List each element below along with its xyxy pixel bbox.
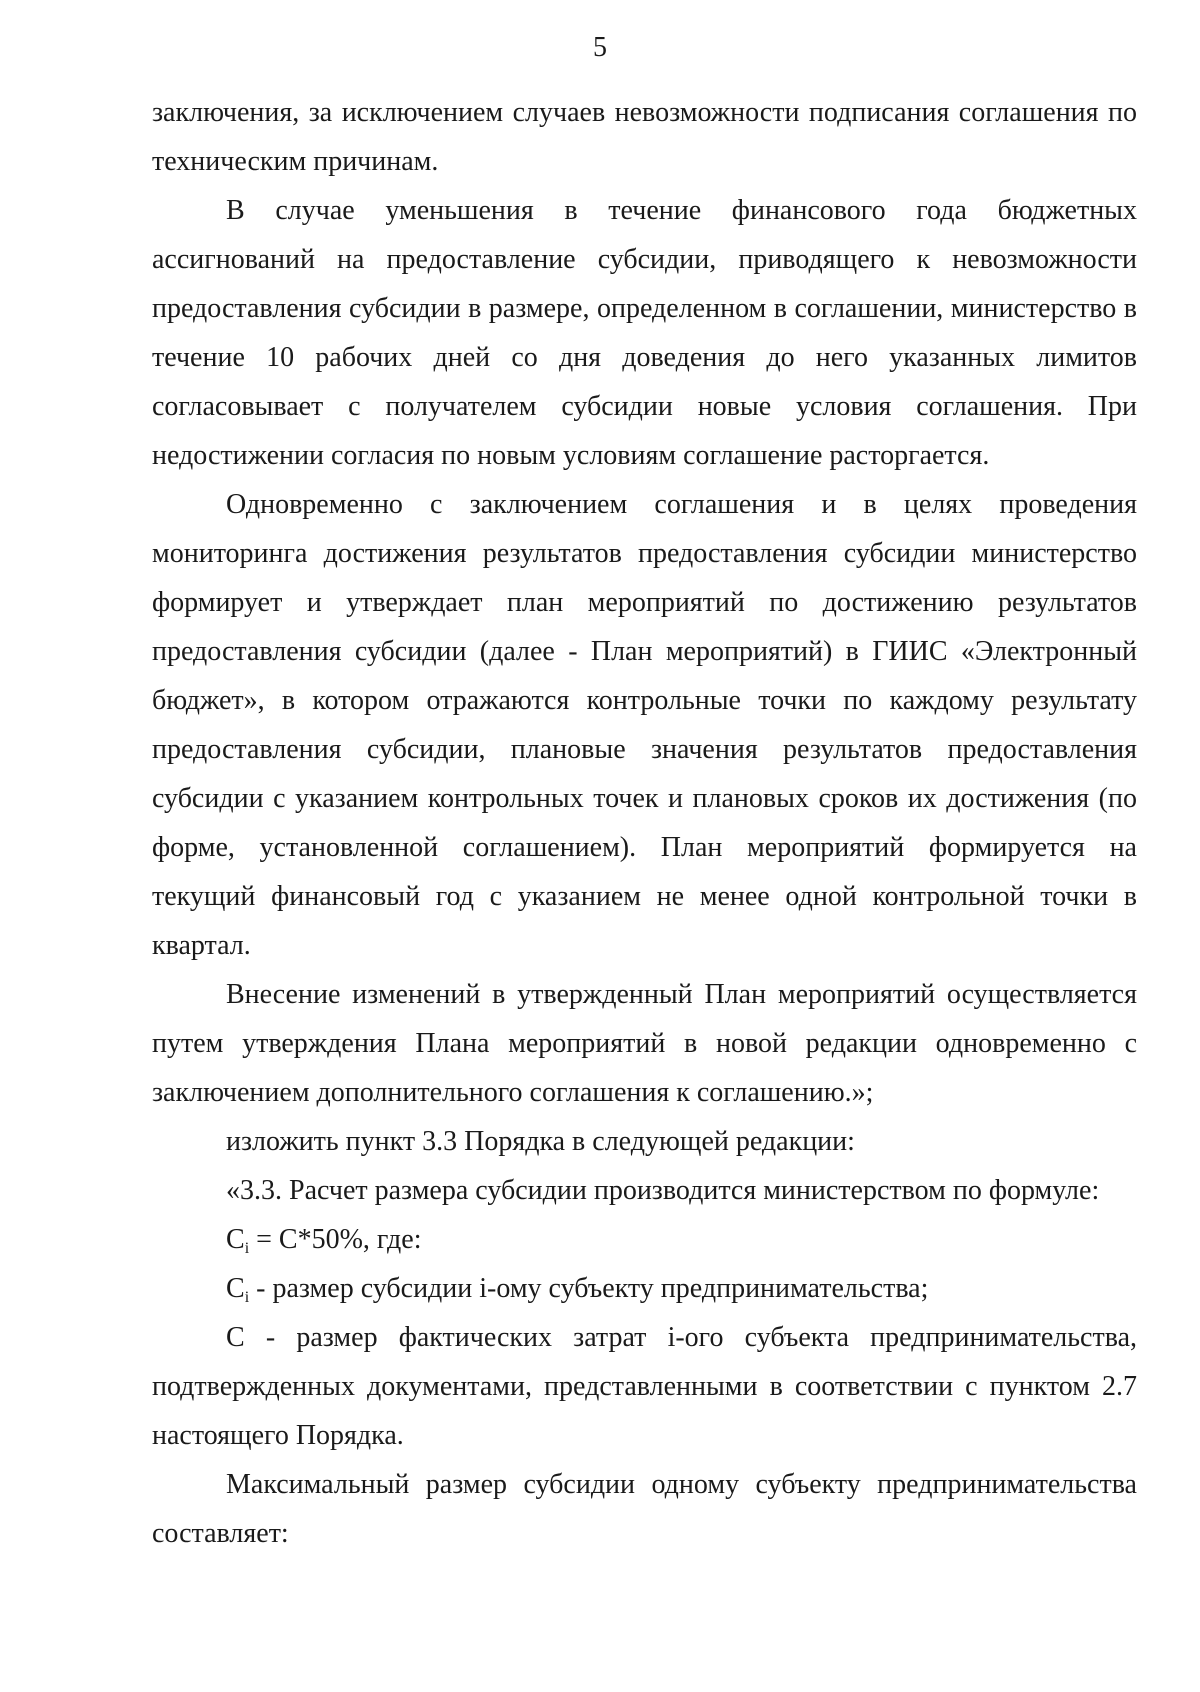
- paragraph-amend-instruction: изложить пункт 3.3 Порядка в следующей редакции:: [226, 1126, 855, 1157]
- paragraph-plan-changes: Внесение изменений в утвержденный План мероприятий осуществляется путем утверждения Плана мероприятий в новой редакции одновременно с заключением дополнительного соглашения к соглашению.»;: [152, 979, 1137, 1108]
- paragraph-max-subsidy: Максимальный размер субсидии одному субъекту предпринимательства составляет:: [152, 1469, 1137, 1549]
- paragraph-continuation: заключения, за исключением случаев невозможности подписания соглашения по техническим причинам.: [152, 97, 1137, 177]
- formula-lhs-subscript: i: [244, 1240, 250, 1257]
- page-number: 5: [593, 32, 607, 63]
- paragraph-budget-reduction: В случае уменьшения в течение финансового года бюджетных ассигнований на предоставление субсидии, приводящего к невозможности предоставления субсидии в размере, определенном в соглашении, министерство в течение 10 рабочих дней со дня доведения до него указанных лимитов согласовывает с получателем субсидии новые условия соглашения. При недостижении согласия по новым условиям соглашение расторгается.: [152, 195, 1137, 471]
- paragraph-calculation-intro: «3.3. Расчет размера субсидии производится министерством по формуле:: [226, 1175, 1100, 1206]
- formula-lhs: C: [226, 1224, 245, 1255]
- definition-c: С - размер фактических затрат i-ого субъекта предпринимательства, подтвержденных документами, представленными в соответствии с пунктом 2.7 настоящего Порядка.: [152, 1322, 1137, 1451]
- formula-rhs: = C*50%, где:: [249, 1224, 422, 1255]
- definition-symbol-subscript: i: [244, 1289, 250, 1306]
- definition-text: - размер субсидии i-ому субъекту предпринимательства;: [249, 1273, 929, 1304]
- formula-line: [152, 1215, 1137, 1264]
- definition-symbol: C: [226, 1273, 245, 1304]
- paragraph-monitoring-plan: Одновременно с заключением соглашения и в целях проведения мониторинга достижения результатов предоставления субсидии министерство формирует и утверждает план мероприятий по достижению результатов предоставления субсидии (далее - План мероприятий) в ГИИС «Электронный бюджет», в котором отражаются контрольные точки по каждому результату предоставления субсидии, плановые значения результатов предоставления субсидии с указанием контрольных точек и плановых сроков их достижения (по форме, установленной соглашением). План мероприятий формируется на текущий финансовый год с указанием не менее одной контрольной точки в квартал.: [152, 489, 1137, 961]
- document-body: [152, 88, 1137, 1558]
- definition-ci: [152, 1264, 1137, 1313]
